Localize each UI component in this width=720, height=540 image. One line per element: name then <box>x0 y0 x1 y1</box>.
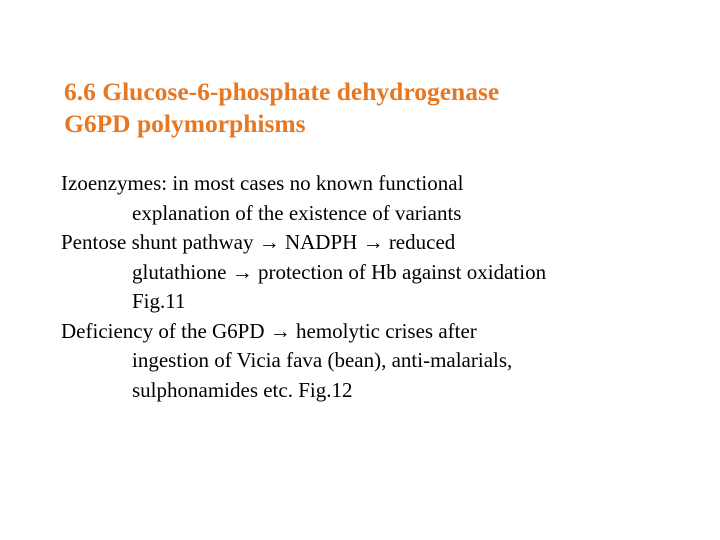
paragraph-line: Pentose shunt pathway → NADPH → reduced <box>61 230 456 254</box>
paragraph-line-indented: sulphonamides etc. Fig.12 <box>132 377 353 402</box>
paragraph-pentose-shunt <box>61 228 701 317</box>
paragraph-line-indented: glutathione → protection of Hb against oxidation <box>132 259 547 284</box>
paragraph-line-indented: explanation of the existence of variants <box>132 200 462 225</box>
slide-body <box>61 169 701 405</box>
title-line-1: 6.6 Glucose-6-phosphate dehydrogenase <box>64 77 500 106</box>
paragraph-line-indented: Fig.11 <box>132 289 186 313</box>
paragraph-line: Izoenzymes: in most cases no known functional <box>61 171 464 195</box>
paragraph-izoenzymes <box>61 169 701 228</box>
title-line-2: G6PD polymorphisms <box>64 109 306 138</box>
slide-title <box>64 76 684 140</box>
paragraph-line: Deficiency of the G6PD → hemolytic crises after <box>61 318 477 343</box>
paragraph-g6pd-deficiency <box>61 317 701 406</box>
paragraph-line-indented: ingestion of Vicia fava (bean), anti-malarials, <box>132 348 513 372</box>
